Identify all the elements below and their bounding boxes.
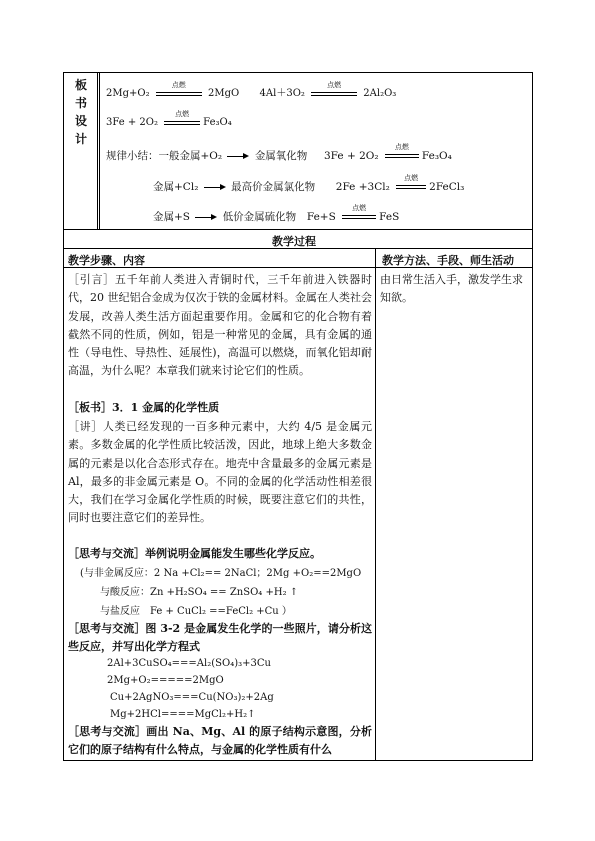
board-bottom-border — [63, 229, 533, 230]
lecture-paragraph: ［讲］人类已经发现的一百多种元素中，大约 4/5 是金属元素。多数金属的化学性质比较活泼，因此，地球上绝大多数金属的元素是以化合态形式存在。地壳中含量最多的金属元素是 Al，最多的非金属元素是 O。不同的金属的化学活动性相差很大，我们在学习金属化学性质的时候，既要注意它们的共性，同时也要注意它们的差异性。 — [68, 420, 372, 525]
equation-mg-hcl: Mg+2HCl====MgCl₂+H₂↑ — [110, 709, 256, 720]
rule-summary-chlorine — [153, 174, 465, 194]
method-note: 由日常生活入手，激发学生求知欲。 — [380, 273, 523, 304]
think-discuss-1: ［思考与交流］举例说明金属能发生哪些化学反应。 — [68, 547, 321, 560]
column-header-steps: 教学步骤、内容 — [68, 254, 145, 267]
reaction-salt: 与盐反应 Fe + CuCl₂ ==FeCl₂ +Cu ） — [100, 606, 292, 617]
condition-label: 点燃 — [352, 204, 367, 212]
think-discuss-2: ［思考与交流］图 3-2 是金属发生化学的一些照片，请分析这些反应，并写出化学方程式 — [68, 622, 372, 654]
teaching-process-title: 教学过程 — [272, 235, 316, 248]
ignition-equals-sign — [164, 109, 200, 128]
reaction-nonmetal: (与非金属反应：2 Na +Cl₂== 2NaCl；2Mg +O₂==2MgO — [80, 568, 362, 579]
column-header-methods: 教学方法、手段、师生活动 — [382, 254, 514, 267]
board-heading: ［板书］3．1 金属的化学性质 — [68, 401, 220, 414]
process-column-divider — [375, 248, 376, 760]
condition-label: 点燃 — [394, 143, 409, 151]
ignition-equals-sign — [342, 204, 376, 222]
eq-lhs: 2Mg+O₂ — [106, 88, 150, 99]
arrow-icon — [227, 152, 249, 160]
intro-paragraph: ［引言］五千年前人类进入青铜时代，三千年前进入铁器时代，20 世纪铝合金成为仅次于铁的金属材料。金属在人类社会发展，改善人类生活方面起重要作用。金属和它的化合物有着截然不同的性质，例如，铝是一种常见的金属，具有金属的通性（导电性、导热性、延展性)，高温可以燃烧，而氧化铝却耐高温，为什么呢？本章我们就来讨论它们的性质。 — [68, 273, 372, 378]
table-bottom-border — [63, 760, 533, 761]
board-equation-mg-o2 — [106, 80, 397, 99]
ignition-equals-sign — [396, 174, 426, 192]
eq-lhs: 3Fe + 2O₂ — [106, 117, 158, 128]
eq-rhs: 2MgO — [207, 88, 240, 99]
table-top-border — [63, 72, 533, 73]
ignition-equals-sign — [156, 80, 202, 99]
condition-label: 点燃 — [171, 80, 186, 89]
arrow-icon — [195, 213, 217, 221]
table-right-border — [532, 72, 533, 760]
rule-summary-sulfur — [153, 204, 400, 224]
eq-rhs: 2FeCl₃ — [429, 181, 465, 193]
eq-rhs: 2Al₂O₃ — [363, 88, 397, 99]
equation-mg-o2: 2Mg+O₂=====2MgO — [107, 675, 224, 686]
eq-lhs: Fe+S — [306, 211, 336, 223]
condition-label: 点燃 — [327, 80, 342, 89]
board-equation-fe-o2 — [106, 109, 232, 128]
table-left-border — [63, 72, 64, 760]
equation-al-cuso4: 2Al+3CuSO₄===Al₂(SO₄)₃+3Cu — [107, 658, 271, 669]
equation-cu-agno3: Cu+2AgNO₃===Cu(NO₃)₂+2Ag — [110, 692, 274, 703]
board-label-char-2: 书 — [74, 96, 87, 110]
eq-rhs: Fe₃O₄ — [421, 150, 452, 162]
eq-lhs: 4Al＋3O₂ — [259, 88, 305, 99]
arrow-icon — [204, 183, 226, 191]
rule-result: 最高价金属氯化物 — [231, 181, 316, 193]
rule-prefix: 规律小结：一般金属+O₂ — [106, 150, 223, 162]
eq-rhs: FeS — [379, 211, 400, 223]
reaction-acid: 与酸反应：Zn +H₂SO₄ == ZnSO₄ +H₂ ↑ — [100, 587, 299, 598]
rule-prefix: 金属+S — [153, 211, 190, 223]
board-label-char-4: 计 — [74, 132, 87, 146]
think-discuss-3: ［思考与交流］画出 Na、Mg、Al 的原子结构示意图，分析它们的原子结构有什么特点，与金属的化学性质有什么 — [68, 725, 372, 757]
ignition-equals-sign — [311, 80, 357, 99]
board-label-char-3: 设 — [74, 114, 87, 128]
ignition-equals-sign — [385, 143, 419, 161]
board-label-char-1: 板 — [74, 78, 87, 92]
eq-rhs: Fe₃O₄ — [203, 117, 232, 128]
condition-label: 点燃 — [175, 109, 190, 118]
rule-prefix: 金属+Cl₂ — [153, 181, 199, 193]
rule-result: 金属氧化物 — [254, 150, 308, 162]
board-design-label — [64, 76, 98, 148]
eq-lhs: 2Fe +3Cl₂ — [335, 181, 390, 193]
condition-label: 点燃 — [404, 174, 419, 182]
rule-summary-oxygen — [106, 143, 452, 163]
rule-result: 低价金属硫化物 — [222, 211, 297, 223]
eq-lhs: 3Fe + 2O₂ — [324, 150, 379, 162]
